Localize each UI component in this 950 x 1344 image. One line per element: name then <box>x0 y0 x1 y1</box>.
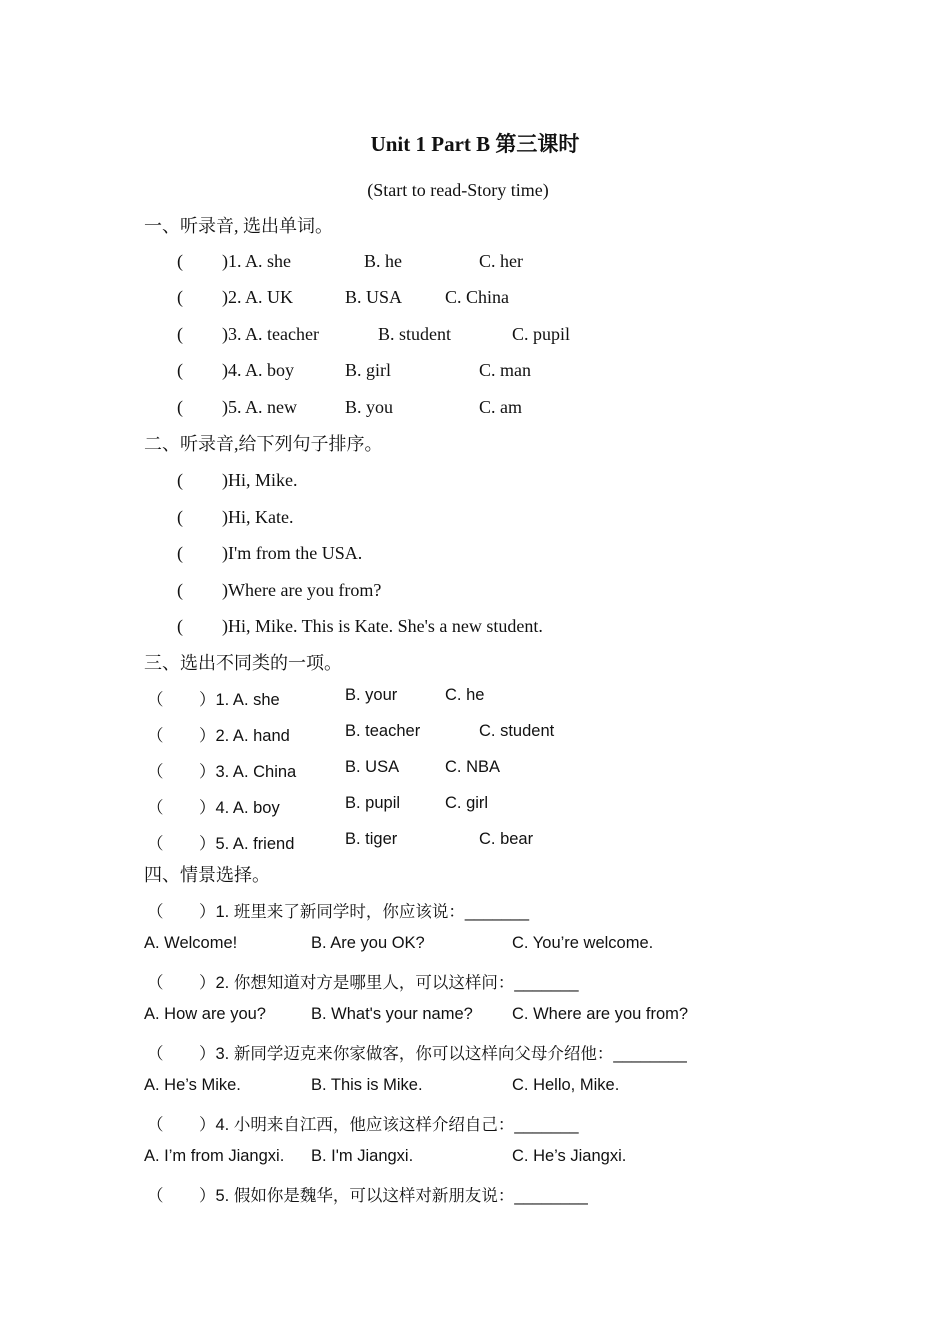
option-b: B. What's your name? <box>311 1005 473 1023</box>
option-a: )4. A. boy <box>222 360 294 380</box>
answer-paren[interactable]: ( <box>177 580 183 600</box>
option-a: A. Welcome! <box>144 934 238 952</box>
section4-heading: 四、情景选择。 <box>144 865 270 885</box>
option-c: C. bear <box>479 830 534 848</box>
sentence: )Where are you from? <box>222 580 382 600</box>
sentence: )Hi, Mike. <box>222 470 298 490</box>
option-c: C. NBA <box>445 758 501 776</box>
option-b: B. girl <box>345 360 392 380</box>
answer-paren[interactable]: （ <box>147 799 164 817</box>
option-b: B. your <box>345 686 398 704</box>
answer-paren[interactable]: （ <box>147 1187 164 1205</box>
answer-paren[interactable]: ( <box>177 324 183 344</box>
question: ）4. 小明来自江西，他应该这样介绍自己：_______ <box>199 1116 579 1134</box>
option-c: C. pupil <box>512 324 571 344</box>
answer-paren[interactable]: ( <box>177 543 183 563</box>
option-c: C. You’re welcome. <box>512 934 654 952</box>
section1-heading: 一、听录音, 选出单词。 <box>144 216 333 236</box>
question: ）2. 你想知道对方是哪里人，可以这样问：_______ <box>199 974 579 992</box>
answer-paren[interactable]: （ <box>147 1116 164 1134</box>
option-a: ）3. A. China <box>199 763 297 781</box>
option-b: B. teacher <box>345 722 421 740</box>
option-a: A. He’s Mike. <box>144 1076 241 1094</box>
option-c: C. girl <box>445 794 489 812</box>
option-a: )1. A. she <box>222 251 291 271</box>
option-b: B. he <box>364 251 402 271</box>
option-a: ）2. A. hand <box>199 727 290 745</box>
option-b: B. tiger <box>345 830 398 848</box>
answer-paren[interactable]: （ <box>147 691 164 709</box>
sentence: )Hi, Mike. This is Kate. She's a new student. <box>222 616 543 636</box>
option-c: C. China <box>445 287 510 307</box>
option-b: B. pupil <box>345 794 401 812</box>
sentence: )Hi, Kate. <box>222 507 294 527</box>
page-title: Unit 1 Part B 第三课时 <box>370 132 580 156</box>
answer-paren[interactable]: ( <box>177 616 183 636</box>
option-c: C. am <box>479 397 522 417</box>
option-c: C. he <box>445 686 485 704</box>
option-b: B. I'm Jiangxi. <box>311 1147 414 1165</box>
option-b: B. student <box>378 324 452 344</box>
answer-paren[interactable]: ( <box>177 360 183 380</box>
option-c: C. Hello, Mike. <box>512 1076 620 1094</box>
section2-heading: 二、听录音,给下列句子排序。 <box>144 434 383 454</box>
section3-heading: 三、选出不同类的一项。 <box>144 653 342 673</box>
option-a: )5. A. new <box>222 397 297 417</box>
answer-paren[interactable]: ( <box>177 470 183 490</box>
answer-paren[interactable]: （ <box>147 974 164 992</box>
option-a: )3. A. teacher <box>222 324 319 344</box>
answer-paren[interactable]: （ <box>147 727 164 745</box>
option-a: A. I’m from Jiangxi. <box>144 1147 285 1165</box>
question: ）1. 班里来了新同学时，你应该说：_______ <box>199 903 530 921</box>
option-c: C. Where are you from? <box>512 1005 689 1023</box>
option-c: C. man <box>479 360 531 380</box>
option-a: A. How are you? <box>144 1005 266 1023</box>
option-b: B. USA <box>345 287 403 307</box>
answer-paren[interactable]: ( <box>177 507 183 527</box>
page-subtitle: (Start to read-Story time) <box>367 180 549 200</box>
answer-paren[interactable]: （ <box>147 763 164 781</box>
answer-paren[interactable]: ( <box>177 397 183 417</box>
question: ）3. 新同学迈克来你家做客，你可以这样向父母介绍他：________ <box>199 1045 687 1063</box>
answer-paren[interactable]: （ <box>147 903 164 921</box>
answer-paren[interactable]: （ <box>147 1045 164 1063</box>
option-a: ）4. A. boy <box>199 799 280 817</box>
option-b: B. This is Mike. <box>311 1076 423 1094</box>
answer-paren[interactable]: （ <box>147 835 164 853</box>
option-a: ）5. A. friend <box>199 835 295 853</box>
answer-paren[interactable]: ( <box>177 251 183 271</box>
option-a: )2. A. UK <box>222 287 293 307</box>
option-b: B. Are you OK? <box>311 934 425 952</box>
answer-paren[interactable]: ( <box>177 287 183 307</box>
question: ）5. 假如你是魏华，可以这样对新朋友说：________ <box>199 1187 588 1205</box>
option-c: C. student <box>479 722 555 740</box>
option-a: ）1. A. she <box>199 691 280 709</box>
sentence: )I'm from the USA. <box>222 543 363 563</box>
option-c: C. her <box>479 251 523 271</box>
option-b: B. you <box>345 397 394 417</box>
option-c: C. He’s Jiangxi. <box>512 1147 627 1165</box>
option-b: B. USA <box>345 758 400 776</box>
